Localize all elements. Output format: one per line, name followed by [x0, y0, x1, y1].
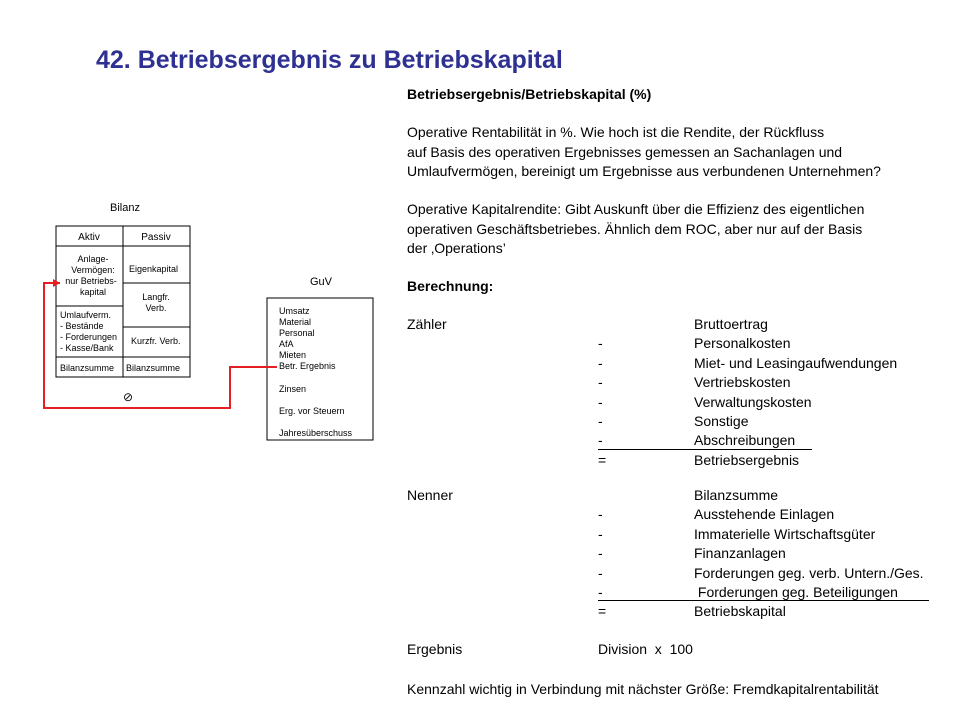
- paragraph-operative-kapitalrendite: [407, 200, 864, 259]
- zaehler-block: [407, 316, 960, 471]
- operator: -: [598, 412, 603, 429]
- guv-item: Personal: [279, 328, 315, 338]
- nenner-item: Forderungen geg. Beteiligungen: [694, 583, 898, 600]
- zaehler-item: Sonstige: [694, 412, 749, 429]
- operator: -: [598, 374, 603, 391]
- guv-item: Mieten: [279, 350, 307, 360]
- subtitle: Betriebsergebnis/Betriebskapital (%): [407, 86, 652, 102]
- nenner-item: Betriebskapital: [694, 603, 786, 620]
- underline: [598, 449, 812, 450]
- nenner-row: [407, 603, 960, 622]
- nenner-row: [407, 584, 960, 603]
- operator: -: [598, 506, 603, 523]
- ergebnis-label: Ergebnis: [407, 641, 463, 657]
- nenner-first-row: [407, 487, 960, 506]
- bilanz-title: Bilanz: [110, 202, 140, 214]
- zaehler-row: [407, 413, 960, 432]
- zaehler-row: [407, 452, 960, 471]
- page-title: 42. Betriebsergebnis zu Betriebskapital: [96, 46, 563, 74]
- nenner-row: [407, 526, 960, 545]
- calc-heading: Berechnung:: [407, 278, 494, 294]
- anlage-line: Anlage-: [77, 254, 109, 264]
- paragraph-line: Operative Rentabilität in %. Wie hoch ist die Rendite, der Rückfluss: [407, 124, 825, 140]
- zaehler-first: Bruttoertrag: [694, 316, 768, 332]
- underline: [598, 600, 929, 601]
- nenner-label: Nenner: [407, 487, 453, 503]
- operator: -: [598, 432, 603, 449]
- operator: -: [598, 545, 603, 562]
- zaehler-row: [407, 394, 960, 413]
- zaehler-row: [407, 355, 960, 374]
- bilanzsumme-right: Bilanzsumme: [126, 363, 181, 373]
- zaehler-item: Betriebsergebnis: [694, 451, 800, 468]
- guv-jahresueberschuss: Jahresüberschuss: [279, 428, 353, 438]
- zaehler-item: Verwaltungskosten: [694, 393, 812, 410]
- langfr-line: Verb.: [145, 303, 167, 313]
- umlauf-line: Umlaufverm.: [60, 310, 112, 320]
- paragraph-line: Umlaufvermögen, bereinigt um Ergebnisse aus verbundenen Unternehmen?: [407, 163, 881, 179]
- bilanz-guv-diagram: [0, 180, 400, 640]
- anlage-line: Vermögen:: [71, 265, 115, 275]
- zaehler-item: Abschreibungen: [694, 432, 796, 449]
- division-symbol-icon: ⊘: [122, 390, 134, 404]
- nenner-row: [407, 565, 960, 584]
- aktiv-label: Aktiv: [78, 232, 100, 243]
- ergebnis-text: Division x 100: [598, 641, 693, 657]
- kurzfr-label: Kurzfr. Verb.: [131, 336, 181, 346]
- umlauf-line: - Bestände: [60, 321, 104, 331]
- anlage-line: kapital: [79, 287, 107, 297]
- operator: -: [598, 354, 603, 371]
- guv-item: Betr. Ergebnis: [279, 361, 336, 371]
- zaehler-row: [407, 335, 960, 354]
- zaehler-first-row: [407, 316, 960, 335]
- operator: -: [598, 393, 603, 410]
- anlage-line: nur Betriebs-: [65, 276, 117, 286]
- ergebnis-row: [407, 641, 960, 661]
- nenner-item: Ausstehende Einlagen: [694, 506, 835, 523]
- paragraph-line: der ‚Operations’: [407, 240, 506, 256]
- operator: =: [598, 451, 607, 468]
- zaehler-item: Personalkosten: [694, 335, 791, 352]
- guv-steuern: Erg. vor Steuern: [279, 406, 345, 416]
- operator: -: [598, 564, 603, 581]
- zaehler-item: Vertriebskosten: [694, 374, 791, 391]
- nenner-item: Finanzanlagen: [694, 545, 786, 562]
- eigenkapital-label: Eigenkapital: [129, 264, 179, 274]
- zaehler-row: [407, 374, 960, 393]
- passiv-label: Passiv: [141, 232, 171, 243]
- guv-title: GuV: [309, 276, 333, 288]
- nenner-item: Forderungen geg. verb. Untern./Ges.: [694, 564, 924, 581]
- guv-zinsen: Zinsen: [279, 384, 307, 394]
- guv-item: Material: [279, 317, 312, 327]
- guv-item: Umsatz: [279, 306, 310, 316]
- paragraph-line: auf Basis des operativen Ergebnisses gemessen an Sachanlagen und: [407, 143, 843, 160]
- operator: -: [598, 525, 603, 542]
- umlauf-line: - Kasse/Bank: [60, 343, 114, 353]
- operator: -: [598, 583, 603, 600]
- zaehler-label: Zähler: [407, 316, 447, 332]
- operator: =: [598, 603, 607, 620]
- footnote: Kennzahl wichtig in Verbindung mit nächster Größe: Fremdkapitalrentabilität: [407, 681, 879, 697]
- guv-item: AfA: [279, 339, 294, 349]
- langfr-line: Langfr.: [142, 292, 170, 302]
- nenner-item: Immaterielle Wirtschaftsgüter: [694, 525, 876, 542]
- paragraph-operative-rentabilitaet: [407, 123, 881, 182]
- umlauf-line: - Forderungen: [60, 332, 118, 342]
- operator: -: [598, 335, 603, 352]
- nenner-row: [407, 545, 960, 564]
- bilanzsumme-left: Bilanzsumme: [60, 363, 115, 373]
- nenner-block: [407, 487, 960, 623]
- nenner-row: [407, 506, 960, 525]
- paragraph-line: Operative Kapitalrendite: Gibt Auskunft über die Effizienz des eigentlichen: [407, 201, 865, 217]
- zaehler-row: [407, 432, 960, 451]
- zaehler-item: Miet- und Leasingaufwendungen: [694, 354, 898, 371]
- nenner-first: Bilanzsumme: [694, 487, 779, 503]
- paragraph-line: operativen Geschäftsbetriebes. Ähnlich dem ROC, aber nur auf der Basis: [407, 220, 863, 237]
